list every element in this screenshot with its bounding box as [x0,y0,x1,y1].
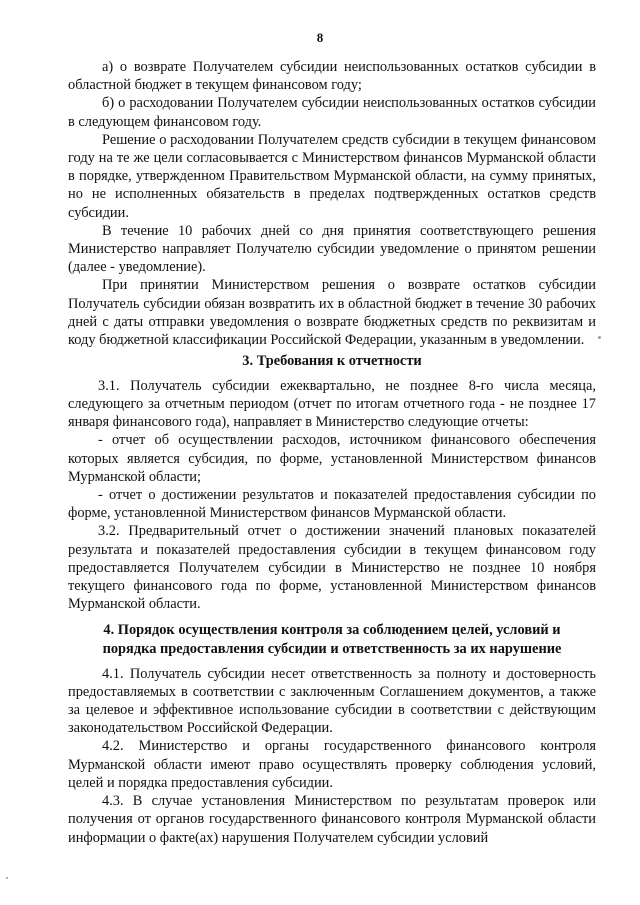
paragraph-4-3: 4.3. В случае установления Министерством по результатам проверок или получения от органов государственного финансового контроля Мурманской области информации о факте(ах) нарушения Получателем субсидии условий [68,793,596,846]
paragraph-return-obligation: При принятии Министерством решения о возврате остатков субсидии Получатель субсидии обязан возвратить их в областной бюджет в течение 30 рабочих дней с даты отправки уведомления о возврате бюджетных средств по реквизитам и коду бюджетной классификации Российской Федерации, указанным в уведомлении. [68,277,596,349]
section-heading-reporting: 3. Требования к отчетности [242,353,422,370]
paragraph-4-1: 4.1. Получатель субсидии несет ответственность за полноту и достоверность предоставляемых в соответствии с заключенным Соглашением документов, а также за целевое и эффективное использование субсидии в соответствии с действующим законодательством Российской Федерации. [68,665,596,737]
paragraph-report-results: - отчет о достижении результатов и показателей предоставления субсидии по форме, установленной Министерством финансов Мурманской области. [68,487,596,522]
document-body [68,58,596,847]
paragraph-spend-remainder: б) о расходовании Получателем субсидии неиспользованных остатков субсидии в следующем финансовом году. [68,95,596,130]
scan-speck [6,877,8,879]
section-heading-control [68,621,596,658]
section-heading-control-line2: порядка предоставления субсидии и ответственность за их нарушение [102,641,562,658]
paragraph-3-2: 3.2. Предварительный отчет о достижении значений плановых показателей результата и показателей предоставления субсидии в текущем финансовом году предоставляется Получателем субсидии в Министерство не позднее 10 ноября текущего финансового года по форме, установленной Министерством финансов Мурманской области. [68,523,596,613]
scan-speck [598,336,601,339]
section-heading-control-line1: 4. Порядок осуществления контроля за соблюдением целей, условий и [103,622,561,639]
paragraph-4-2: 4.2. Министерство и органы государственного финансового контроля Мурманской области имеют право осуществлять проверку соблюдения условий, целей и порядка предоставления субсидии. [68,738,596,791]
paragraph-notification-deadline: В течение 10 рабочих дней со дня принятия соответствующего решения Министерство направляет Получателю субсидии уведомление о принятом решении (далее - уведомление). [68,222,596,276]
paragraph-report-expenses: - отчет об осуществлении расходов, источником финансового обеспечения которых является субсидия, по форме, установленной Министерством финансов Мурманской области; [68,432,596,485]
paragraph-3-1: 3.1. Получатель субсидии ежеквартально, не позднее 8-го числа месяца, следующего за отчетным периодом (отчет по итогам отчетного года - не позднее 17 января финансового года), направляет в Министерство следующие отчеты: [68,377,596,431]
page-number: 8 [316,30,324,45]
paragraph-spending-decision: Решение о расходовании Получателем средств субсидии в текущем финансовом году на те же цели согласовывается с Министерством финансов Мурманской области в порядке, утвержденном Правительством Мурманской области, на сумму принятых, но не исполненных обязательств в пределах подтвержденных остатков средств субсидии. [68,131,596,221]
paragraph-return-remainder: а) о возврате Получателем субсидии неиспользованных остатков субсидии в областной бюджет в текущем финансовом году; [68,59,596,94]
